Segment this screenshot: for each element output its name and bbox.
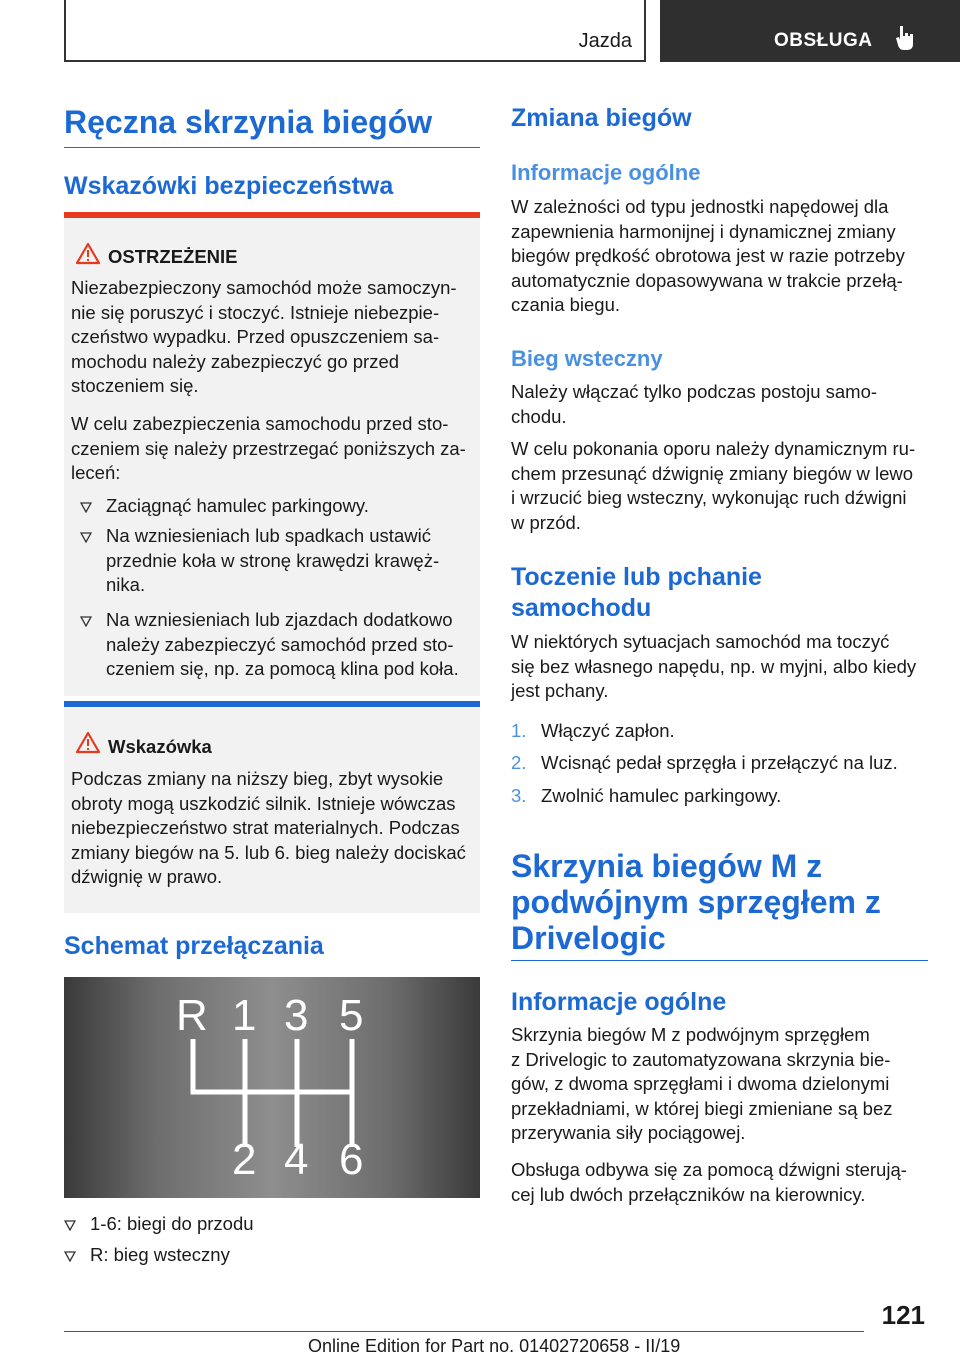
general-info-heading: Informacje ogólne <box>511 160 701 185</box>
title-rule <box>64 147 480 148</box>
reverse-text-1: Należy włączać tylko podczas postoju samo- chodu. <box>511 381 878 427</box>
warning-triangle-icon <box>75 731 101 754</box>
note-box <box>64 701 480 913</box>
gear-label-r: R <box>176 991 208 1040</box>
rolling-text: W niektórych sytuacjach samochód ma toczyć się bez własnego napędu, np. w myjni, albo kiedy jest pchany. <box>511 631 917 701</box>
note-text: Podczas zmiany na niższy bieg, zbyt wysokie obroty mogą uszkodzić silnik. Istnieje wówczas niebezpieczeństwo strat materialnych. Podczas zmiany biegów na 5. lub 6. bieg należy dociskać dźwignię w prawo. <box>71 768 466 887</box>
hand-pointer-icon <box>896 24 916 52</box>
dct-title: Skrzynia biegów M z podwójnym sprzęgłem z Drivelogic <box>511 848 881 956</box>
dct-text-1: Skrzynia biegów M z podwójnym sprzęgłem z Drivelogic to zautomatyzowana skrzynia bie- gów, z dwoma sprzęgłami i dwoma dzielonymi przekładniami, w której biegi zmieniane są bez przerywania siły pociągowej. <box>511 1024 893 1143</box>
warning-text-1: Niezabezpieczony samochód może samoczyn- nie się poruszyć i stoczyć. Istnieje niebezpie- czeństwo wypadku. Przed opuszczeniem sa- mochodu należy zabezpieczyć go przed stoczeniem się. <box>71 277 457 396</box>
gear-label-2: 2 <box>232 1135 257 1184</box>
reverse-heading: Bieg wsteczny <box>511 346 663 371</box>
bullet-triangle-icon <box>80 615 92 627</box>
page-title: Ręczna skrzynia biegów <box>64 104 433 140</box>
bullet-triangle-icon <box>64 1250 76 1262</box>
gear-shift-pattern-image <box>64 977 480 1198</box>
bullet-triangle-icon <box>80 501 92 513</box>
gear-label-1: 1 <box>232 991 257 1040</box>
shifting-heading: Zmiana biegów <box>511 104 692 132</box>
gear-label-4: 4 <box>284 1135 309 1184</box>
bullet-triangle-icon <box>80 531 92 543</box>
warning-title: OSTRZEŻENIE <box>108 246 238 267</box>
gear-label-6: 6 <box>339 1135 364 1184</box>
warning-triangle-icon <box>75 242 101 265</box>
footer-rule <box>64 1331 864 1332</box>
rolling-heading: Toczenie lub pchanie samochodu <box>511 563 762 622</box>
safety-heading: Wskazówki bezpieczeństwa <box>64 172 394 200</box>
header-chapter-tab <box>660 0 960 62</box>
warning-text-2: W celu zabezpieczenia samochodu przed sto- czeniem się należy przestrzegać poniższych za- leceń: <box>71 413 466 483</box>
header-section-label: Jazda <box>578 30 632 52</box>
dct-info-heading: Informacje ogólne <box>511 988 727 1016</box>
header-chapter-label: OBSŁUGA <box>774 30 873 51</box>
warning-box: OSTRZEŻENIE Niezabezpieczony samochód może samoczyn- nie się poruszyć i stoczyć. Istnieje niebezpie- czeństwo wypadku. Przed opuszczeniem sa- mochodu należy zabezpieczyć go przed stoczeniem się. W celu zabezpieczenia samochodu przed sto- czeniem się należy przestrzegać poniższych za- leceń: Zaciągnąć hamulec parkingowy. Na wzniesieniach lub spadkach ustawić przednie koła w stronę krawędzi krawęż- nika. Na wzniesieniach lub zjazdach dodatkowo należy zabezpieczyć samochód przed sto- czeniem się, np. za pomocą klina pod koła. <box>64 212 480 696</box>
bullet-triangle-icon <box>64 1219 76 1231</box>
dct-text-2: Obsługa odbywa się za pomocą dźwigni sterują- cej lub dwóch przełączników na kierownicy. <box>511 1159 907 1205</box>
note-title: Wskazówka <box>108 736 212 757</box>
gear-label-5: 5 <box>339 991 364 1040</box>
reverse-text-2: W celu pokonania oporu należy dynamicznym ru- chem przesunąć dźwignię zmiany biegów w lewo i wrzucić bieg wsteczny, wykonując ruch dźwigni w przód. <box>511 438 916 533</box>
page-number: 121 <box>881 1300 925 1330</box>
header-section-tab <box>64 0 646 62</box>
schema-heading: Schemat przełączania <box>64 932 324 960</box>
gear-label-3: 3 <box>284 991 309 1040</box>
dct-title-rule <box>511 960 928 961</box>
general-info-text: W zależności od typu jednostki napędowej dla zapewnienia harmonijnej i dynamicznej zmiany biegów prędkość obrotowa jest w razie potrzeby automatycznie dopasowywana w trakcie przełą- czania biegu. <box>511 196 905 315</box>
footer-edition: Online Edition for Part no. 01402720658 - II/19 <box>308 1336 681 1356</box>
